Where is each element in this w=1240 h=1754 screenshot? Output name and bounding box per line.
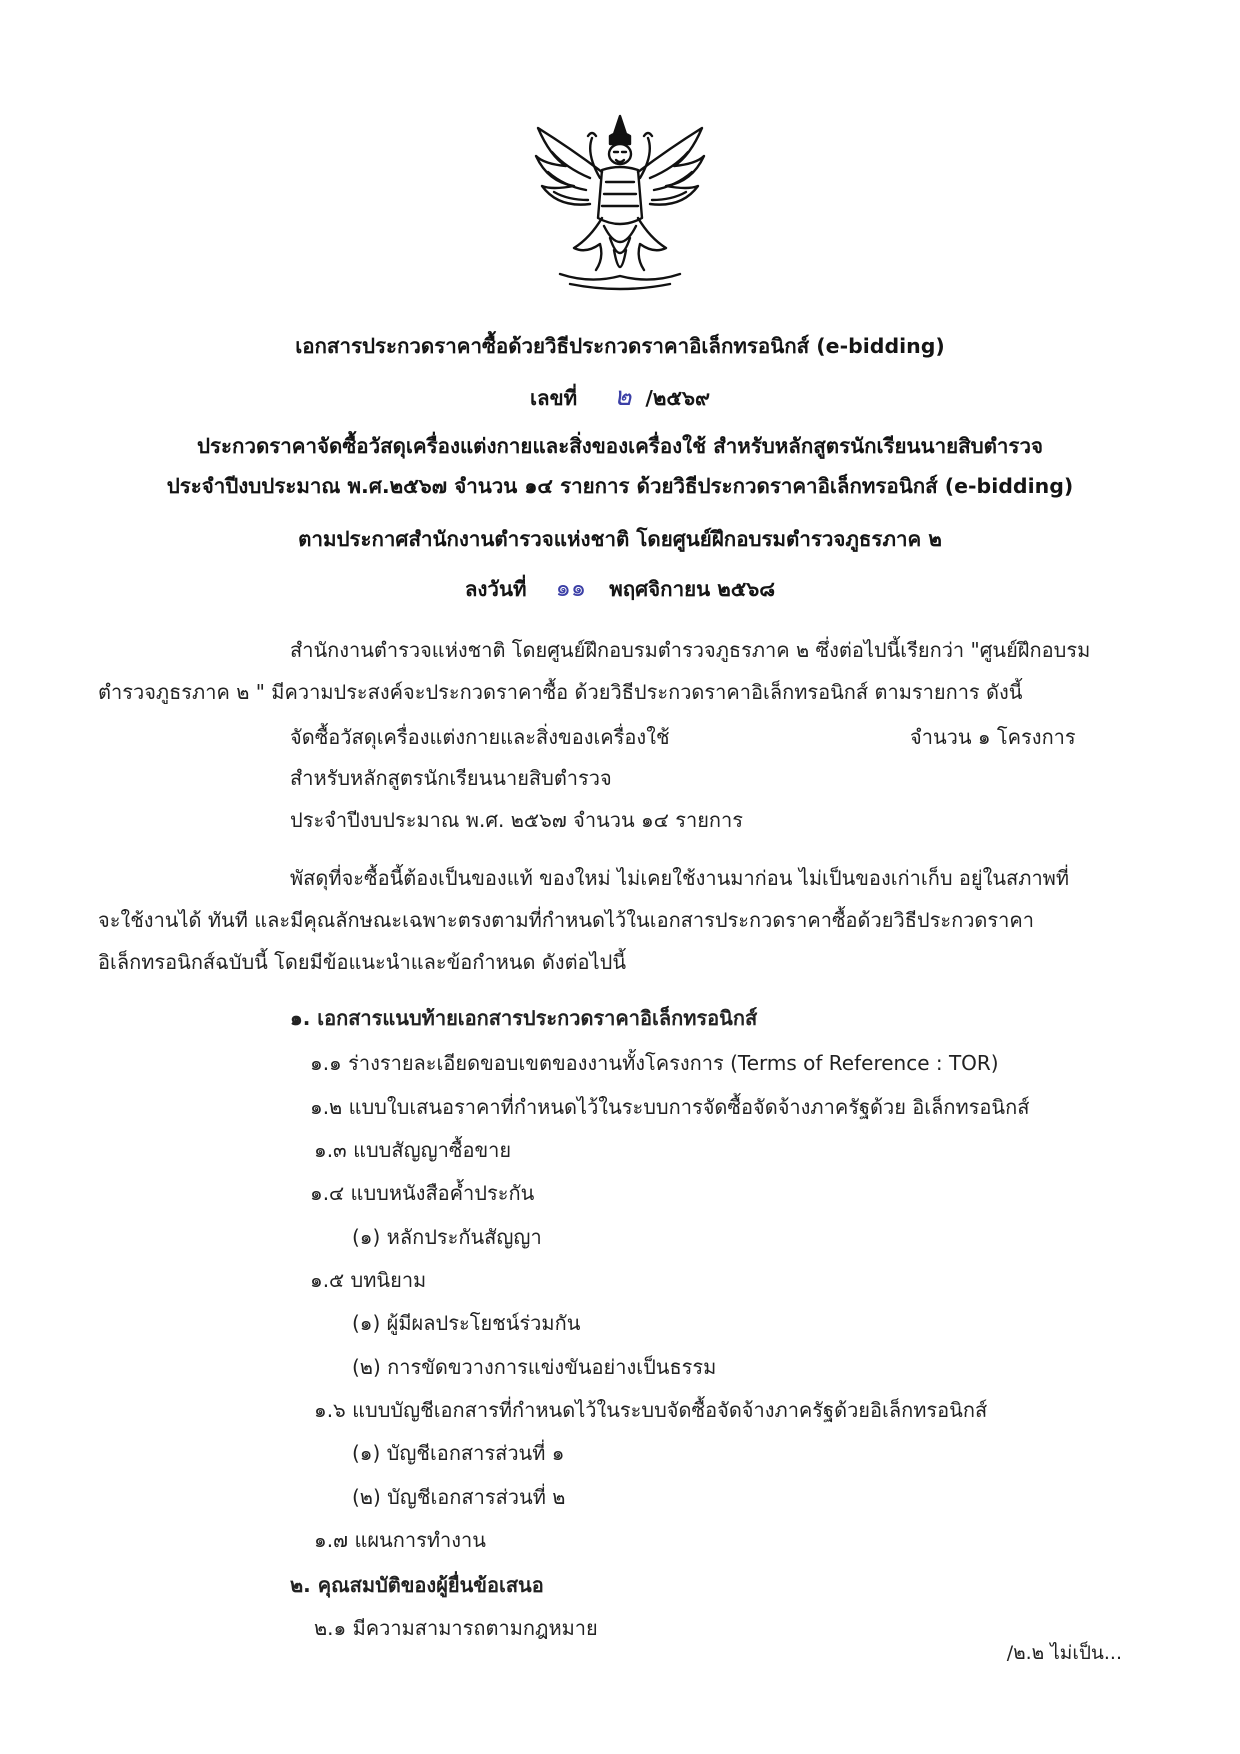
date-label: ลงวันที่ [464,577,527,601]
section-1-5-2: (๒) การขัดขวางการแข่งขันอย่างเป็นธรรม [352,1355,717,1379]
section-1-3: ๑.๓ แบบสัญญาซื้อขาย [314,1138,512,1162]
subject-line-2: ประจำปีงบประมาณ พ.ศ.๒๕๖๗ จำนวน ๑๔ รายการ ด้วยวิธีประกวดราคาอิเล็กทรอนิกส์ (e-bidding) [166,474,1074,498]
condition-paragraph-line-3: อิเล็กทรอนิกส์ฉบับนี้ โดยมีข้อแนะนำและข้อกำหนด ดังต่อไปนี้ [98,950,626,974]
section-2-heading: ๒. คุณสมบัติของผู้ยื่นข้อเสนอ [290,1573,544,1597]
section-2-1: ๒.๑ มีความสามารถตามกฎหมาย [314,1616,598,1640]
intro-paragraph-line-1: สำนักงานตำรวจแห่งชาติ โดยศูนย์ฝึกอบรมตำรวจภูธรภาค ๒ ซึ่งต่อไปนี้เรียกว่า "ศูนย์ฝึกอบรม [290,638,1091,662]
procurement-item-line-2: สำหรับหลักสูตรนักเรียนนายสิบตำรวจ [290,766,612,790]
procurement-item-quantity: จำนวน ๑ โครงการ [910,725,1076,749]
section-1-7: ๑.๗ แผนการทำงาน [314,1528,486,1552]
document-number-label: เลขที่ [530,386,578,410]
subject-line-1: ประกวดราคาจัดซื้อวัสดุเครื่องแต่งกายและสิ่งของเครื่องใช้ สำหรับหลักสูตรนักเรียนนายสิบตำรวจ [197,434,1043,458]
condition-paragraph-line-1: พัสดุที่จะซื้อนี้ต้องเป็นของแท้ ของใหม่ ไม่เคยใช้งานมาก่อน ไม่เป็นของเก่าเก็บ อยู่ในสภาพที่ [290,866,1070,890]
section-1-1: ๑.๑ ร่างรายละเอียดขอบเขตของงานทั้งโครงการ (Terms of Reference : TOR) [310,1051,999,1075]
section-1-5-1: (๑) ผู้มีผลประโยชน์ร่วมกัน [352,1311,581,1335]
garuda-emblem-icon [530,108,710,298]
section-1-6-2: (๒) บัญชีเอกสารส่วนที่ ๒ [352,1485,566,1509]
document-number [0,384,1240,410]
section-1-4: ๑.๔ แบบหนังสือค้ำประกัน [310,1181,535,1205]
section-1-5: ๑.๕ บทนิยาม [310,1268,427,1292]
page-continuation-note: /๒.๒ ไม่เป็น... [1006,1642,1122,1664]
document-number-handwritten: ๒ [614,382,632,412]
section-1-6-1: (๑) บัญชีเอกสารส่วนที่ ๑ [352,1441,565,1465]
document-title: เอกสารประกวดราคาซื้อด้วยวิธีประกวดราคาอิเล็กทรอนิกส์ (e-bidding) [295,334,945,358]
date-month-year: พฤศจิกายน ๒๕๖๘ [609,577,776,601]
section-1-heading: ๑. เอกสารแนบท้ายเอกสารประกวดราคาอิเล็กทรอนิกส์ [290,1006,758,1030]
procurement-item-line-1: จัดซื้อวัสดุเครื่องแต่งกายและสิ่งของเครื่องใช้ [290,725,670,749]
condition-paragraph-line-2: จะใช้งานได้ ทันที และมีคุณลักษณะเฉพาะตรงตามที่กำหนดไว้ในเอกสารประกวดราคาซื้อด้วยวิธีประกวดราคา [98,908,1035,932]
intro-paragraph-line-2: ตำรวจภูธรภาค ๒ " มีความประสงค์จะประกวดราคาซื้อ ด้วยวิธีประกวดราคาอิเล็กทรอนิกส์ ตามรายการ ดังนี้ [98,680,1023,704]
section-1-2: ๑.๒ แบบใบเสนอราคาที่กำหนดไว้ในระบบการจัดซื้อจัดจ้างภาครัฐด้วย อิเล็กทรอนิกส์ [310,1095,1030,1119]
section-1-4-1: (๑) หลักประกันสัญญา [352,1225,542,1249]
section-1-6: ๑.๖ แบบบัญชีเอกสารที่กำหนดไว้ในระบบจัดซื้อจัดจ้างภาครัฐด้วยอิเล็กทรอนิกส์ [314,1398,988,1422]
document-number-year: /๒๕๖๙ [645,386,710,410]
procurement-item-line-3: ประจำปีงบประมาณ พ.ศ. ๒๕๖๗ จำนวน ๑๔ รายการ [290,808,743,832]
announcement-line: ตามประกาศสำนักงานตำรวจแห่งชาติ โดยศูนย์ฝึกอบรมตำรวจภูธรภาค ๒ [298,527,942,551]
document-date [0,576,1240,600]
date-day-handwritten: ๑๑ [555,574,587,602]
